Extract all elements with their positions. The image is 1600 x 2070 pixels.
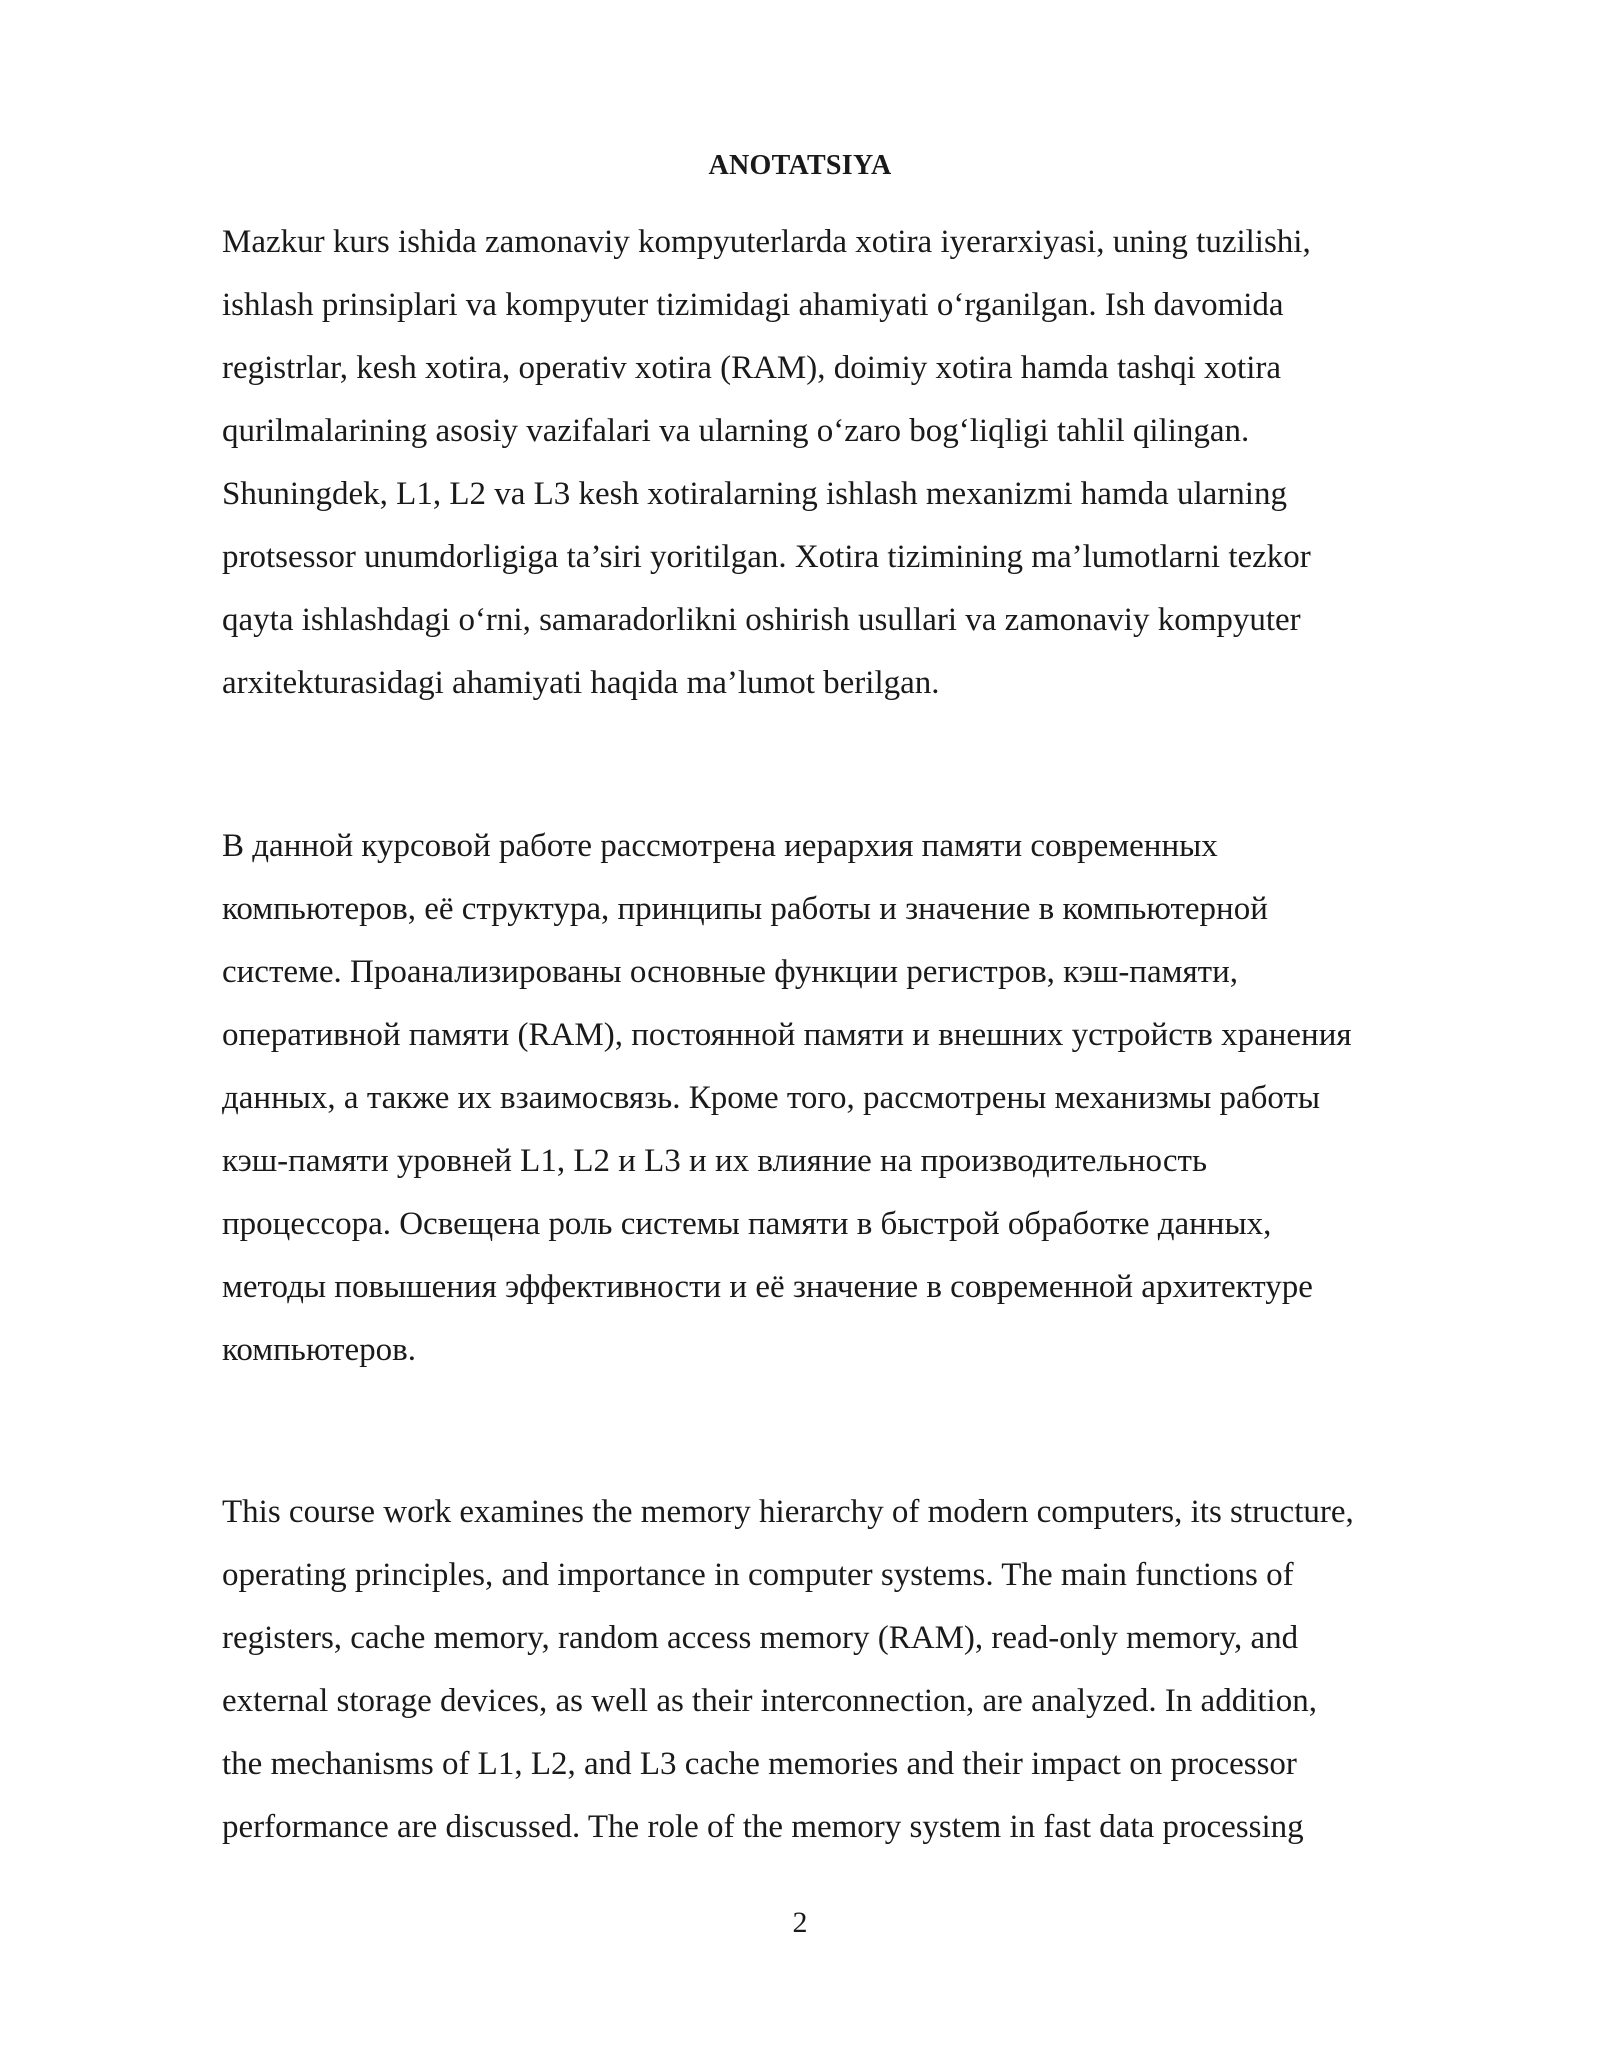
abstract-paragraph-english	[222, 1481, 1492, 1859]
text-line: registers, cache memory, random access memory (RAM), read-only memory, and	[222, 1620, 1299, 1656]
text-line: Shuningdek, L1, L2 va L3 kesh xotiralarning ishlash mexanizmi hamda ularning	[222, 476, 1287, 512]
text-line: the mechanisms of L1, L2, and L3 cache memories and their impact on processor	[222, 1746, 1297, 1782]
text-line: qayta ishlashdagi o‘rni, samaradorlikni oshirish usullari va zamonaviy kompyuter	[222, 602, 1301, 638]
text-line: registrlar, kesh xotira, operativ xotira (RAM), doimiy xotira hamda tashqi xotira	[222, 350, 1281, 386]
text-line: данных, а также их взаимосвязь. Кроме того, рассмотрены механизмы работы	[222, 1080, 1321, 1116]
text-line: компьютеров.	[222, 1332, 416, 1368]
text-line: ishlash prinsiplari va kompyuter tizimidagi ahamiyati o‘rganilgan. Ish davomida	[222, 287, 1284, 323]
text-line: кэш-памяти уровней L1, L2 и L3 и их влияние на производительность	[222, 1143, 1207, 1179]
text-line: This course work examines the memory hierarchy of modern computers, its structure,	[222, 1494, 1354, 1530]
text-line: external storage devices, as well as their interconnection, are analyzed. In addition,	[222, 1683, 1317, 1719]
text-line: методы повышения эффективности и её значение в современной архитектуре	[222, 1269, 1313, 1305]
abstract-paragraph-uzbek	[222, 211, 1492, 715]
text-line: arxitekturasidagi ahamiyati haqida ma’lumot berilgan.	[222, 665, 940, 701]
page-number: 2	[792, 1906, 808, 1939]
text-line: компьютеров, её структура, принципы работы и значение в компьютерной	[222, 891, 1268, 927]
text-line: оперативной памяти (RAM), постоянной памяти и внешних устройств хранения	[222, 1017, 1352, 1053]
text-line: Mazkur kurs ishida zamonaviy kompyuterlarda xotira iyerarxiyasi, uning tuzilishi,	[222, 224, 1311, 260]
document-title: ANOTATSIYA	[708, 150, 892, 181]
text-line: qurilmalarining asosiy vazifalari va ularning o‘zaro bog‘liqligi tahlil qilingan.	[222, 413, 1250, 449]
text-line: protsessor unumdorligiga ta’siri yoritilgan. Xotira tizimining ma’lumotlarni tezkor	[222, 539, 1311, 575]
text-line: operating principles, and importance in computer systems. The main functions of	[222, 1557, 1294, 1593]
abstract-paragraph-russian	[222, 815, 1492, 1382]
text-line: performance are discussed. The role of the memory system in fast data processing	[222, 1809, 1304, 1845]
text-line: В данной курсовой работе рассмотрена иерархия памяти современных	[222, 828, 1218, 864]
text-line: процессора. Освещена роль системы памяти в быстрой обработке данных,	[222, 1206, 1272, 1242]
text-line: системе. Проанализированы основные функции регистров, кэш-памяти,	[222, 954, 1239, 990]
